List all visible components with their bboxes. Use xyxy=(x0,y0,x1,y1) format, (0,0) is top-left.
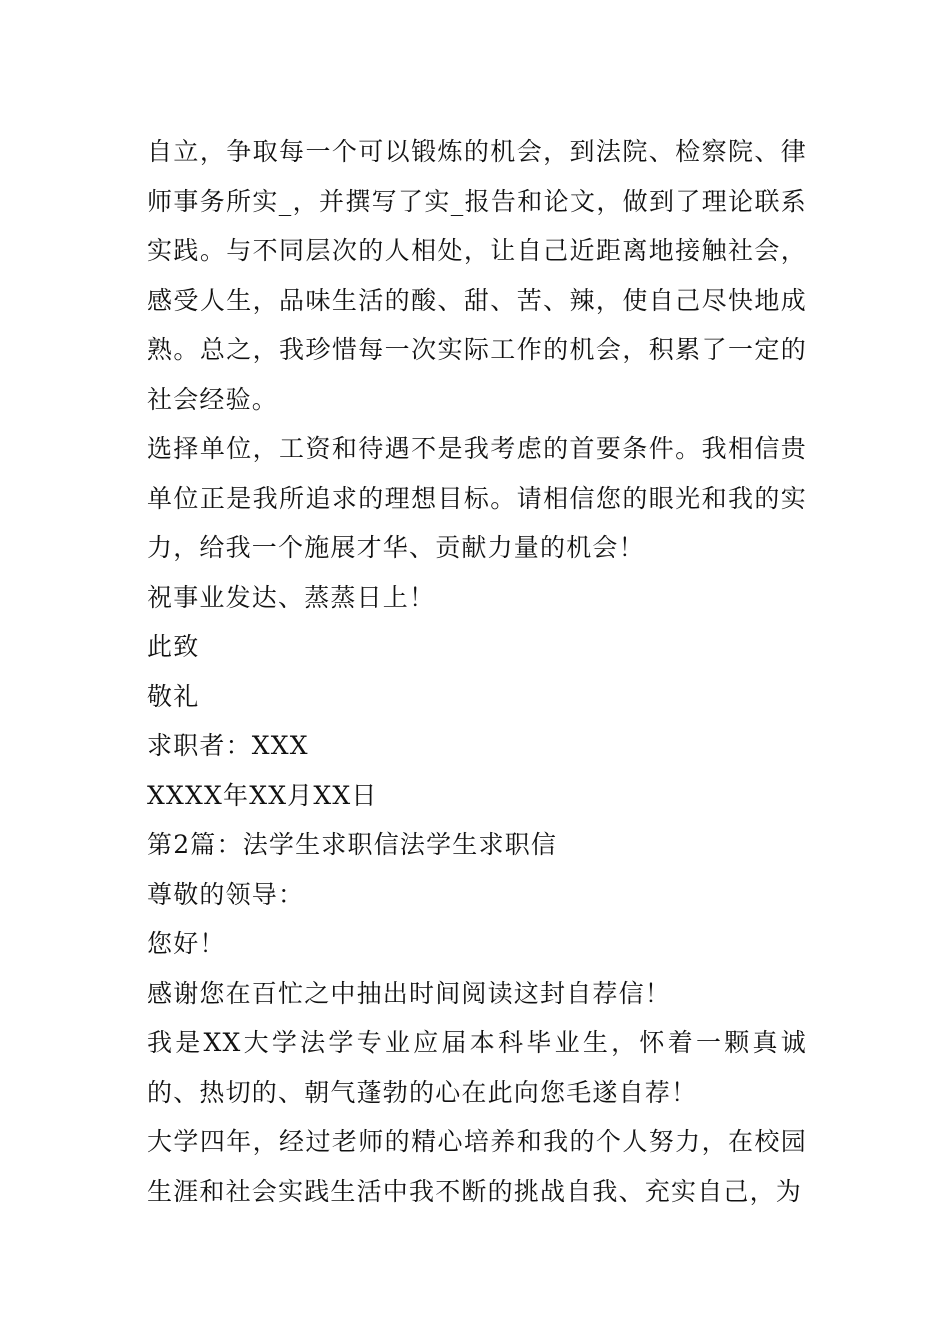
paragraph-university-years: 大学四年，经过老师的精心培养和我的个人努力，在校园生涯和社会实践生活中我不断的挑战自我、充实自己，为 xyxy=(147,1127,807,1206)
greeting-hello: 您好！ xyxy=(147,929,226,958)
document-body xyxy=(147,127,807,1216)
signature-applicant: 求职者：XXX xyxy=(147,731,309,760)
closing-regards: 敬礼 xyxy=(147,681,200,711)
paragraph-introduction: 我是XX大学法学专业应届本科毕业生，怀着一颗真诚的、热切的、朝气蓬勃的心在此向您毛遂自荐！ xyxy=(147,1028,807,1107)
greeting-recipient: 尊敬的领导： xyxy=(147,879,305,909)
paragraph-choose-unit: 选择单位，工资和待遇不是我考虑的首要条件。我相信贵单位正是我所追求的理想目标。请相信您的眼光和我的实力，给我一个施展才华、贡献力量的机会！ xyxy=(147,434,807,562)
paragraph-practice-experience: 自立，争取每一个可以锻炼的机会，到法院、检察院、律师事务所实_，并撰写了实_报告和论文，做到了理论联系实践。与不同层次的人相处，让自己近距离地接触社会，感受人生，品味生活的酸、甜、苦、辣，使自己尽快地成熟。总之，我珍惜每一次实际工作的机会，积累了一定的社会经验。 xyxy=(147,137,807,414)
signature-date: XXXX年XX月XX日 xyxy=(147,780,378,810)
section-heading: 第2篇：法学生求职信法学生求职信 xyxy=(147,830,558,859)
closing-salutation: 此致 xyxy=(147,632,200,661)
paragraph-wish: 祝事业发达、蒸蒸日上！ xyxy=(147,582,436,612)
paragraph-thanks: 感谢您在百忙之中抽出时间阅读这封自荐信！ xyxy=(147,978,672,1008)
